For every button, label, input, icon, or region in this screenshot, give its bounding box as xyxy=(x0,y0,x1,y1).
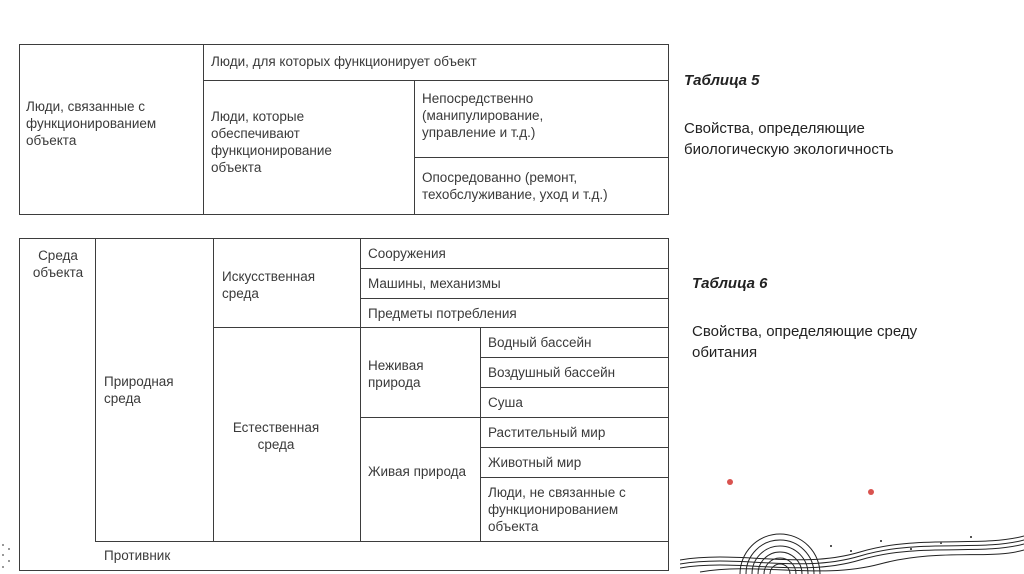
table-6-description: Свойства, определяющие среду обитания xyxy=(692,323,918,361)
table-5-title: Таблица 5 xyxy=(684,72,760,89)
t6-item-goods: Предметы потребления xyxy=(368,306,517,321)
t6-item-animals: Животный мир xyxy=(488,455,582,470)
t6-item-air: Воздушный бассейн xyxy=(488,365,616,380)
t5-middle-cell: Люди, которые обеспечивают функционирование объекта xyxy=(211,109,332,175)
t5-left-cell: Люди, связанные с функционированием объекта xyxy=(26,99,157,148)
t6-item-water: Водный бассейн xyxy=(488,335,592,350)
t6-item-structures: Сооружения xyxy=(368,246,446,261)
t5-direct-cell: Непосредственно (манипулирование, управление и т.д.) xyxy=(422,91,544,140)
t6-artificial-cell: Искусственная среда xyxy=(222,269,316,301)
table-5-description: Свойства, определяющие биологическую экологичность xyxy=(684,120,894,158)
t6-inanimate-cell: Неживая природа xyxy=(368,358,424,390)
t6-living-cell: Живая природа xyxy=(368,464,467,479)
t6-enemy-cell: Противник xyxy=(104,548,171,563)
t6-natural-sub-cell: Естественная среда xyxy=(232,420,320,452)
t6-item-people: Люди, не связанные с функционированием объекта xyxy=(488,485,626,534)
table-6-title: Таблица 6 xyxy=(692,275,768,292)
t5-top-cell: Люди, для которых функционирует объект xyxy=(211,54,477,69)
decor-corner-dots xyxy=(0,540,20,574)
t6-natural-cell: Природная среда xyxy=(104,374,174,406)
t6-item-land: Суша xyxy=(488,395,523,410)
decor-dot xyxy=(727,479,733,485)
decor-wave-pattern xyxy=(680,490,1024,574)
t6-env-cell: Среда объекта xyxy=(32,248,84,280)
t5-indirect-cell: Опосредованно (ремонт, техобслуживание, уход и т.д.) xyxy=(422,170,608,202)
t6-item-machines: Машины, механизмы xyxy=(368,276,501,291)
t6-item-plants: Растительный мир xyxy=(488,425,606,440)
